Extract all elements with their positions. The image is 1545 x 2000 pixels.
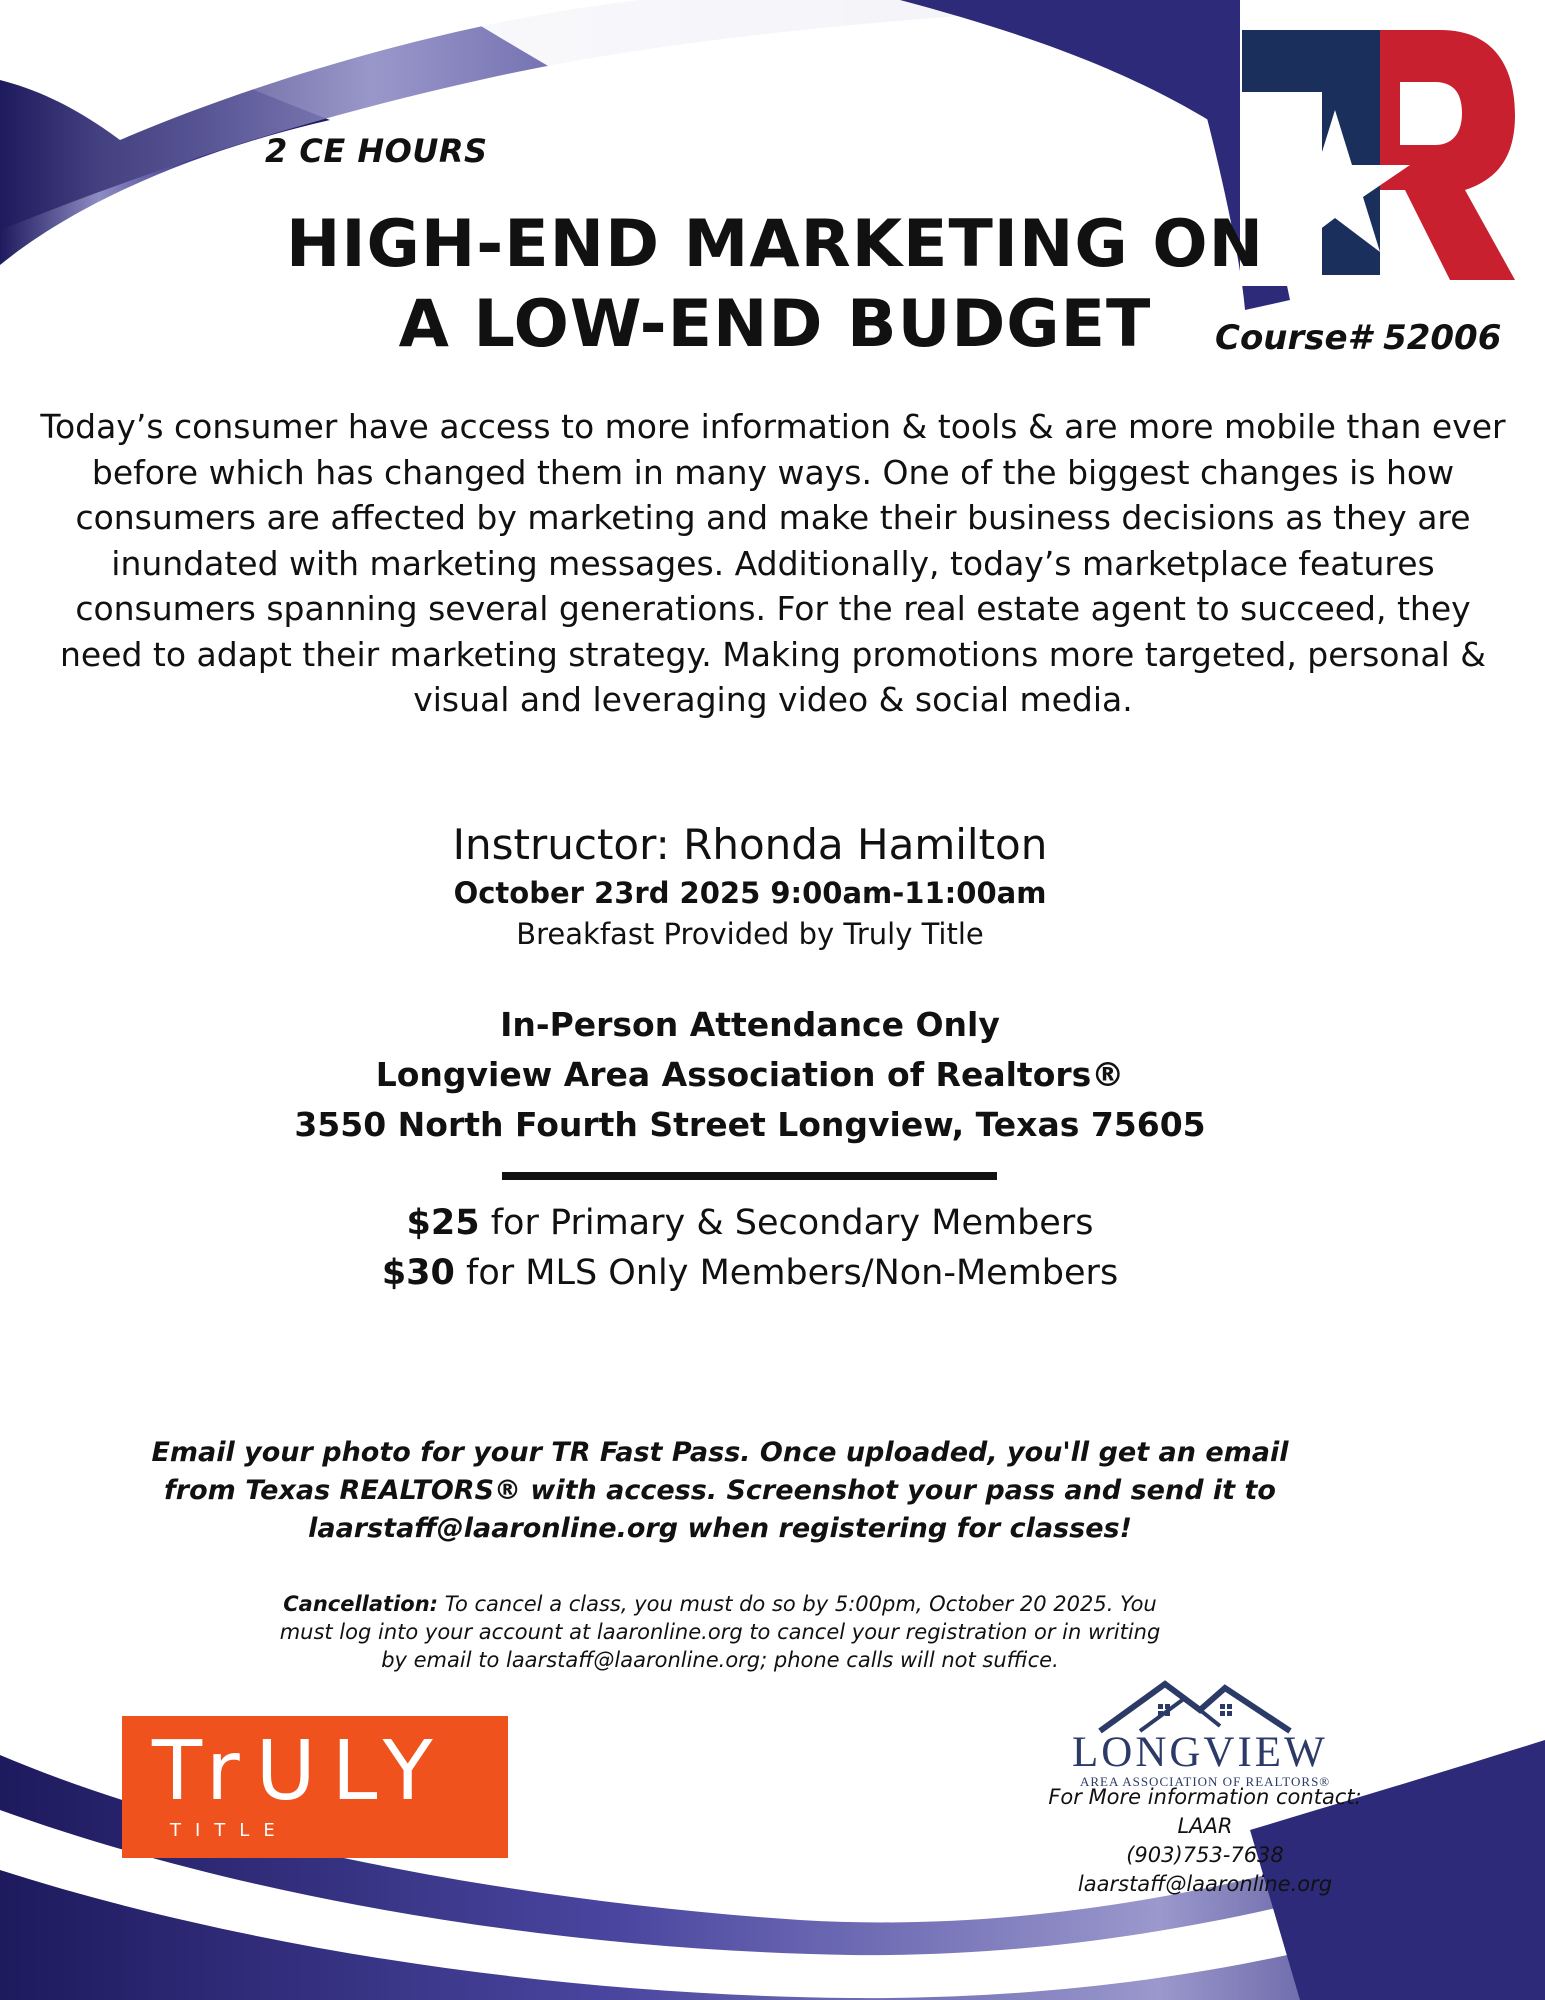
ce-hours-label: 2 CE HOURS (265, 132, 488, 170)
contact-heading: For More information contact: (1048, 1785, 1362, 1809)
fast-pass-line: Email your photo for your TR Fast Pass. Once uploaded, you'll get an email (151, 1437, 1289, 1468)
venue-name: Longview Area Association of Realtors® (375, 1055, 1125, 1094)
description-line: consumers are affected by marketing and make their business decisions as they are (75, 498, 1471, 537)
description-line: inundated with marketing messages. Additionally, today’s marketplace features (111, 543, 1435, 583)
cancellation-line: must log into your account at laaronline.org to cancel your registration or in writing (279, 1620, 1161, 1644)
cancellation-label: Cancellation: (283, 1592, 439, 1616)
cancellation-text: To cancel a class, you must do so by 5:00pm, October 20 2025. You (438, 1592, 1157, 1616)
nonmember-price: $30 (381, 1253, 455, 1293)
description-line: visual and leveraging video & social media. (413, 680, 1133, 719)
contact-email: laarstaff@laaronline.org (1077, 1872, 1333, 1896)
fast-pass-line: laarstaff@laaronline.org when registering for classes! (308, 1513, 1132, 1544)
class-date: October 23rd 2025 9:00am-11:00am (453, 876, 1047, 910)
cancellation-policy (190, 1590, 1250, 1674)
fast-pass-note (140, 1434, 1300, 1548)
laar-logo-name: LONGVIEW (1072, 1729, 1328, 1776)
member-price: $25 (406, 1203, 480, 1243)
pricing (0, 1198, 1500, 1298)
description-line: before which has changed them in many ways. One of the biggest changes is how (91, 452, 1455, 492)
course-number: Course# 52006 (1215, 318, 1502, 358)
description-line: need to adapt their marketing strategy. Making promotions more targeted, personal & (59, 634, 1487, 674)
title-line-1: HIGH-END MARKETING ON (285, 207, 1265, 282)
attendance-note: In-Person Attendance Only (500, 1005, 1000, 1044)
nonmember-price-label: for MLS Only Members/Non-Members (454, 1253, 1119, 1293)
laar-logo-sub: AREA ASSOCIATION OF REALTORS® (1080, 1774, 1331, 1789)
member-price-label: for Primary & Secondary Members (479, 1203, 1094, 1243)
contact-phone: (903)753-7638 (1126, 1843, 1284, 1867)
instructor: Instructor: Rhonda Hamilton (452, 820, 1048, 869)
nonmember-price-row (0, 1248, 1500, 1298)
venue-info (0, 1000, 1500, 1150)
cancellation-line: by email to laarstaff@laaronline.org; phone calls will not suffice. (381, 1648, 1059, 1672)
breakfast-note: Breakfast Provided by Truly Title (516, 917, 984, 951)
divider (502, 1172, 997, 1180)
description-line: consumers spanning several generations. For the real estate agent to succeed, they (75, 589, 1471, 628)
house-roofs-icon (1060, 1676, 1350, 1736)
truly-title-logo (122, 1716, 508, 1858)
member-price-row (0, 1198, 1500, 1248)
cancellation-line (190, 1590, 1250, 1618)
truly-logo-word: TrULY (152, 1724, 449, 1819)
title-line-2: A LOW-END BUDGET (398, 287, 1152, 362)
truly-logo-sub: TITLE (170, 1820, 289, 1841)
page-title (220, 205, 1330, 365)
course-description (28, 404, 1518, 723)
description-line: Today’s consumer have access to more information & tools & are more mobile than ever (40, 407, 1506, 446)
fast-pass-line: from Texas REALTORS® with access. Screenshot your pass and send it to (164, 1475, 1276, 1506)
venue-address: 3550 North Fourth Street Longview, Texas 75605 (294, 1105, 1206, 1144)
contact-info (1040, 1783, 1370, 1899)
contact-org: LAAR (1177, 1814, 1233, 1838)
